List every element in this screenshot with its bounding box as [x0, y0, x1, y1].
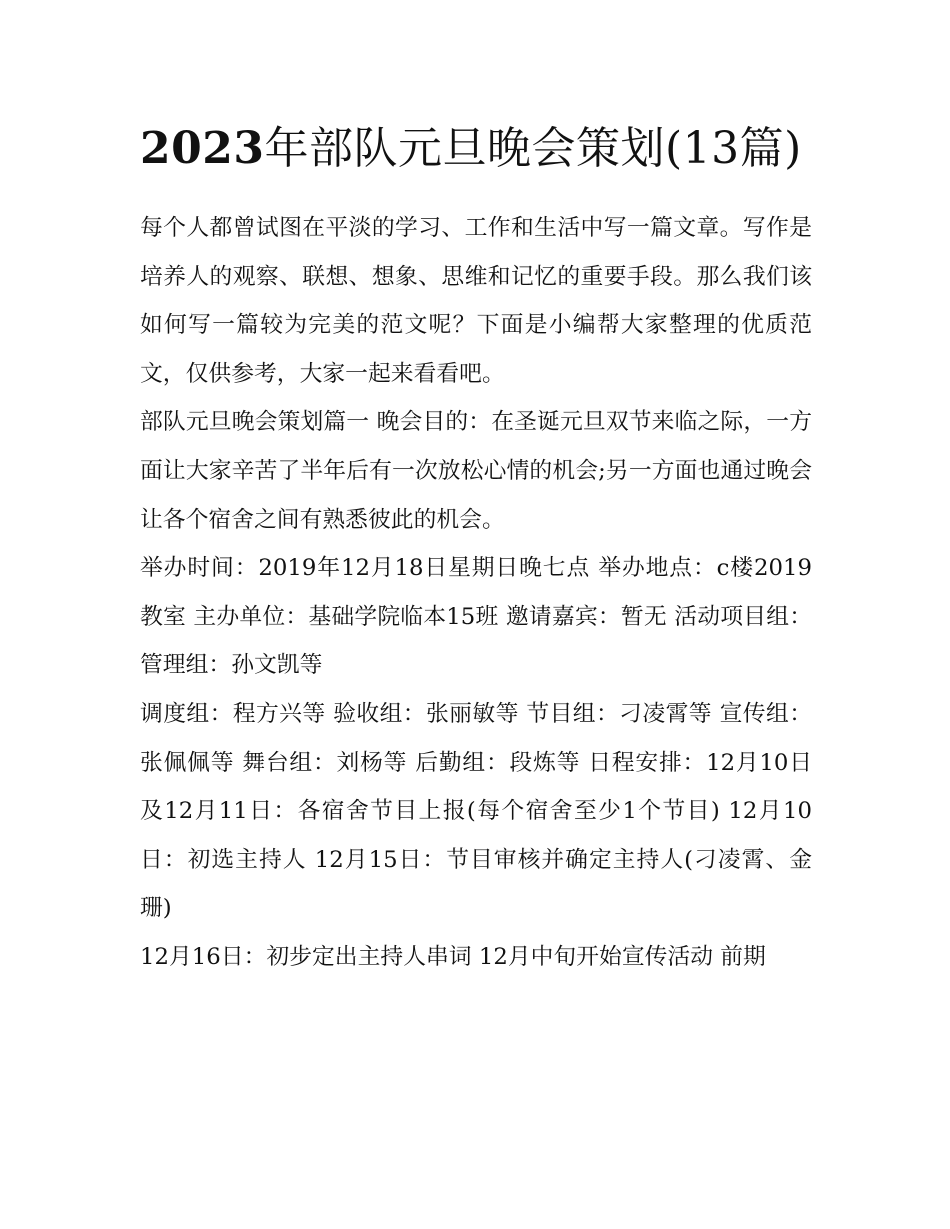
intro-paragraph: 每个人都曾试图在平淡的学习、工作和生活中写一篇文章。写作是培养人的观察、联想、想象、思维和记忆的重要手段。那么我们该如何写一篇较为完美的范文呢？下面是小编帮大家整理的优质范文，仅供参考，大家一起来看看吧。	[140, 215, 812, 387]
groups-schedule-paragraph: 调度组：程方兴等 验收组：张丽敏等 节目组：刁凌霄等 宣传组：张佩佩等 舞台组：刘杨等 后勤组：段炼等 日程安排：12月10日及12月11日：各宿舍节目上报(每个宿舍至少1个节目) 12月10日：初选主持人 12月15日：节目审核并确定主持人(刁凌霄、金珊)	[140, 700, 812, 922]
title-year: 2023	[140, 123, 265, 174]
event-info-paragraph: 举办时间：2019年12月18日星期日晚七点 举办地点：c楼2019教室 主办单位：基础学院临本15班 邀请嘉宾：暂无 活动项目组： 管理组：孙文凯等	[140, 555, 812, 679]
title-text: 年部队元旦晚会策划(13篇)	[264, 123, 802, 174]
document-body	[140, 112, 812, 982]
document-title	[140, 112, 812, 186]
schedule-continued-paragraph: 12月16日：初步定出主持人串词 12月中旬开始宣传活动 前期	[140, 943, 766, 970]
purpose-paragraph: 部队元旦晚会策划篇一 晚会目的：在圣诞元旦双节来临之际，一方面让大家辛苦了半年后有一次放松心情的机会;另一方面也通过晚会让各个宿舍之间有熟悉彼此的机会。	[140, 409, 812, 533]
